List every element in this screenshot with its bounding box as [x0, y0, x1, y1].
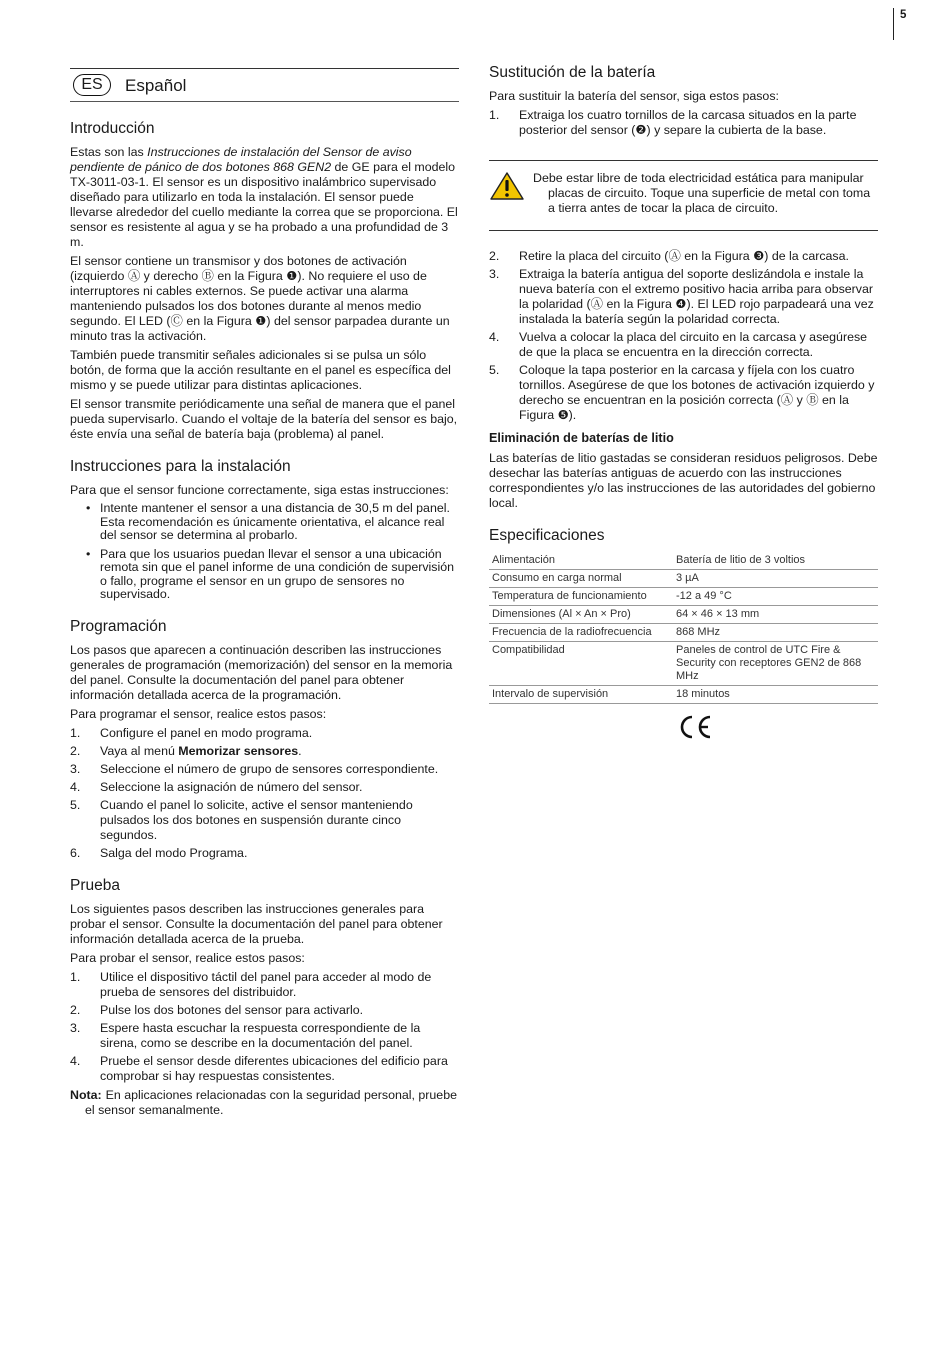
- battery-lead: Para sustituir la batería del sensor, siga estos pasos:: [489, 89, 779, 103]
- table-row: Consumo en carga normal 3 µA: [489, 570, 878, 588]
- list-item: 5. Coloque la tapa posterior en la carcasa y fíjela con los cuatro tornillos. Asegúrese de que los botones de activación izquierdo y derecho se encuentran en la posición correcta (Ⓐ y Ⓑ en la Figura ❺).: [489, 363, 875, 422]
- list-item: 6. Salga del modo Programa.: [70, 845, 248, 860]
- disposal-heading: Eliminación de baterías de litio: [489, 431, 674, 445]
- list-item: 4. Seleccione la asignación de número del sensor.: [70, 779, 363, 794]
- warning-text: Debe estar libre de toda electricidad estática para manipular placas de circuito. Toque una superficie de metal con toma a tierra antes de tocar la placa de circuito.: [533, 171, 871, 215]
- test-note: Nota: En aplicaciones relacionadas con la seguridad personal, pruebe el sensor semanalmente.: [70, 1087, 457, 1117]
- list-item: 4. Pruebe el sensor desde diferentes ubicaciones del edificio para comprobar si hay respuestas consistentes.: [70, 1053, 448, 1083]
- intro-paragraph-4: El sensor transmite periódicamente una señal de manera que el panel pueda supervisarlo. Cuando el voltaje de la batería del sensor es bajo, éste envía una señal de batería baja (problema) al panel.: [70, 397, 458, 441]
- list-item: 5. Cuando el panel lo solicite, active el sensor manteniendo pulsados los dos botones en suspensión durante cinco segundos.: [70, 797, 413, 842]
- specs-table: [489, 552, 878, 704]
- installation-lead: Para que el sensor funcione correctamente, siga estas instrucciones:: [70, 483, 449, 497]
- test-paragraph-1: Los siguientes pasos describen las instrucciones generales para probar el sensor. Consulte la documentación del panel para obtener información detallada acerca de la prueba.: [70, 901, 443, 946]
- table-row: Dimensiones (Al × An × Pro) 64 × 46 × 13 mm: [489, 606, 878, 624]
- warning-triangle-icon: [489, 171, 533, 216]
- list-item: 3. Seleccione el número de grupo de sensores correspondiente.: [70, 761, 439, 776]
- language-name: Español: [125, 75, 187, 95]
- table-row: Intervalo de supervisión 18 minutos: [489, 686, 878, 704]
- programming-paragraph-2: Para programar el sensor, realice estos pasos:: [70, 706, 327, 721]
- list-item: 1. Extraiga los cuatro tornillos de la carcasa situados en la parte posterior del sensor (❷) y separe la cubierta de la base.: [489, 108, 857, 137]
- battery-steps-first: [489, 108, 878, 138]
- list-item: • Para que los usuarios puedan llevar el sensor a una ubicación remota sin que el panel informe de una condición de supervisión o fallo, programe el sensor en un grupo de sensores no supervisado.: [86, 546, 455, 601]
- language-header: [70, 68, 459, 102]
- table-row: Alimentación Batería de litio de 3 voltios: [489, 552, 878, 570]
- intro-paragraph-2: El sensor contiene un transmisor y dos botones de activación (izquierdo Ⓐ y derecho Ⓑ en la Figura ❶). No requiere el uso de interruptores ni cables externos. Se puede activar una alarma manteniendo pulsados los dos botones durante al menos medio segundo. El LED (Ⓒ en la Figura ❶) del sensor parpadea durante un minuto tras la activación.: [70, 254, 450, 343]
- installation-heading: Instrucciones para la instalación: [70, 458, 291, 475]
- table-row: Frecuencia de la radiofrecuencia 868 MHz: [489, 624, 878, 642]
- test-heading: Prueba: [70, 876, 120, 894]
- list-item: 1. Configure el panel en modo programa.: [70, 725, 313, 740]
- list-item: 3. Extraiga la batería antigua del soporte deslizándola e instale la nueva batería con el extremo positivo hacia arriba para observar la polaridad (Ⓐ en la Figura ❹). El LED rojo parpadeará una vez instalada la batería según la polaridad correcta.: [489, 267, 874, 326]
- page-number: 5: [900, 9, 907, 21]
- list-item: 2. Pulse los dos botones del sensor para activarlo.: [70, 1002, 364, 1017]
- list-item: • Intente mantener el sensor a una distancia de 30,5 m del panel. Esta recomendación es únicamente orientativa, el alcance real del sensor se determina al probarlo.: [86, 501, 450, 542]
- ce-mark-icon: [677, 714, 878, 744]
- intro-heading: Introducción: [70, 120, 155, 137]
- list-item: 3. Espere hasta escuchar la respuesta correspondiente de la sirena, como se describe en la documentación del panel.: [70, 1020, 421, 1050]
- list-item: 2. Vaya al menú Memorizar sensores.: [70, 743, 302, 758]
- list-item: 1. Utilice el dispositivo táctil del panel para acceder al modo de prueba de sensores del distribuidor.: [70, 969, 432, 999]
- right-column: [489, 64, 878, 744]
- intro-paragraph-1: Estas son las Instrucciones de instalación del Sensor de aviso pendiente de pánico de dos botones 868 GEN2 de GE para el modelo TX-3011-03-1. El sensor es un dispositivo inalámbrico supervisado diseñado para utilizarlo en toda la instalación. El sensor puede llevarse alrededor del cuello mediante la correa que se proporciona. El sensor es resistente al agua y se ha probado a una profundidad de 3 m.: [70, 145, 458, 249]
- programming-paragraph-1: Los pasos que aparecen a continuación describen las instrucciones generales de programación (memorización) del sensor en la memoria del panel. Consulte la documentación del panel para obtener información detallada acerca de la programación.: [70, 642, 453, 702]
- static-warning-box: [489, 160, 878, 231]
- language-code-badge: ES: [73, 74, 111, 96]
- test-paragraph-2: Para probar el sensor, realice estos pasos:: [70, 950, 305, 965]
- programming-steps: [70, 726, 459, 861]
- battery-heading: Sustitución de la batería: [489, 64, 656, 81]
- specs-heading: Especificaciones: [489, 527, 605, 544]
- test-steps: [70, 970, 459, 1084]
- table-row: Compatibilidad Paneles de control de UTC Fire & Security con receptores GEN2 de 868 MHz: [489, 642, 878, 686]
- table-row: Temperatura de funcionamiento -12 a 49 °C: [489, 588, 878, 606]
- left-column: [70, 68, 459, 1122]
- page-number-rule: [893, 8, 894, 40]
- list-item: 2. Retire la placa del circuito (Ⓐ en la Figura ❸) de la carcasa.: [489, 249, 849, 263]
- battery-steps: [489, 249, 878, 423]
- intro-paragraph-3: También puede transmitir señales adicionales si se pulsa un sólo botón, de forma que la acción resultante en el panel es específica del mismo y se puede utilizar para distintas aplicaciones.: [70, 348, 451, 392]
- programming-heading: Programación: [70, 617, 167, 635]
- list-item: 4. Vuelva a colocar la placa del circuito en la carcasa y asegúrese de que la placa se encuentra en la dirección correcta.: [489, 330, 868, 359]
- installation-list: [70, 502, 459, 602]
- disposal-text: Las baterías de litio gastadas se consideran residuos peligrosos. Debe desechar las baterías antiguas de acuerdo con las instrucciones correspondientes y/o las instrucciones de las autoridades del gobierno local.: [489, 451, 878, 510]
